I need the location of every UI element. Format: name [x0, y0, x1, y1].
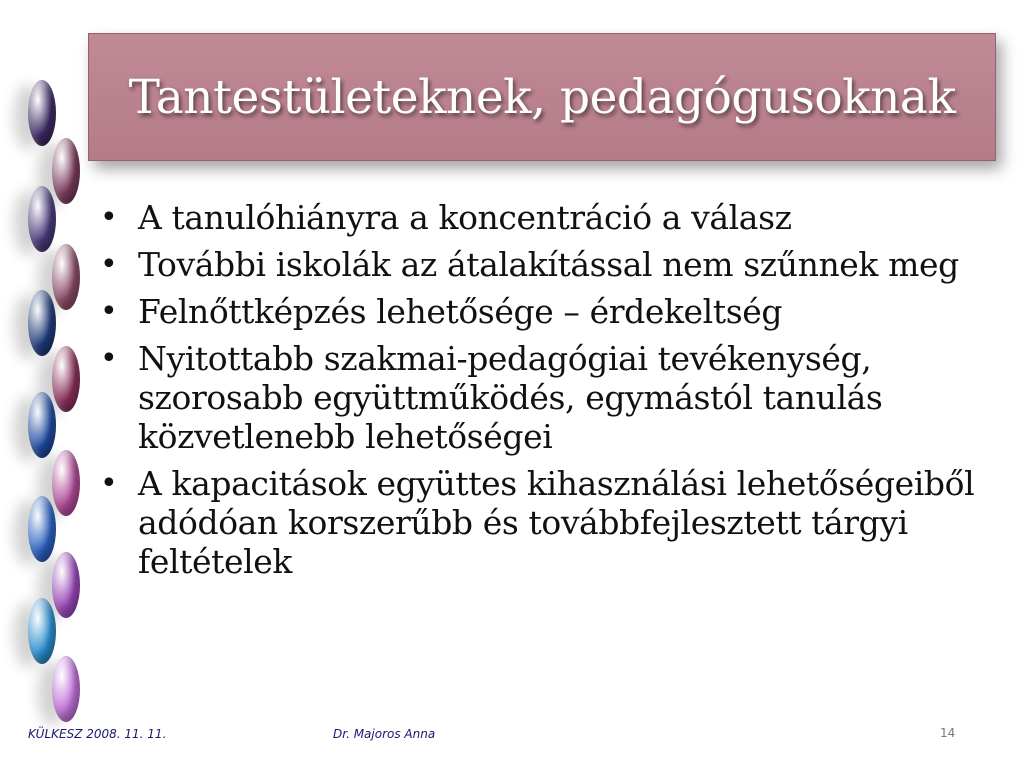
- footer-date: KÜLKESZ 2008. 11. 11.: [28, 727, 167, 741]
- bullet-text: Felnőttképzés lehetősége – érdekeltség: [138, 292, 783, 331]
- bullet-icon: •: [100, 466, 118, 501]
- bullet-text: A tanulóhiányra a koncentráció a válasz: [138, 198, 792, 237]
- decorative-oval: [28, 598, 56, 664]
- decorative-oval: [52, 450, 80, 516]
- decorative-oval: [52, 346, 80, 412]
- bullet-text: Nyitottabb szakmai-pedagógiai tevékenység, szorosabb együttműködés, egymástól tanulás közvetlenebb lehetőségei: [138, 339, 883, 456]
- decorative-oval: [28, 80, 56, 146]
- decorative-oval: [52, 244, 80, 310]
- bullet-icon: •: [100, 341, 118, 376]
- bullet-item: [96, 292, 996, 331]
- bullet-icon: •: [100, 247, 118, 282]
- bullet-item: [96, 339, 996, 456]
- page-number: 14: [940, 726, 956, 740]
- bullet-icon: •: [100, 294, 118, 329]
- decorative-oval: [52, 656, 80, 722]
- decorative-oval: [28, 496, 56, 562]
- title-banner: [88, 33, 996, 161]
- decorative-oval: [52, 552, 80, 618]
- bullet-item: [96, 464, 996, 581]
- bullet-item: [96, 245, 996, 284]
- footer-author: Dr. Majoros Anna: [333, 727, 436, 741]
- decorative-oval: [28, 186, 56, 252]
- bullet-text: További iskolák az átalakítással nem szűnnek meg: [138, 245, 959, 284]
- bullet-item: [96, 198, 996, 237]
- decorative-oval: [52, 138, 80, 204]
- decorative-oval: [28, 392, 56, 458]
- bullet-list: [96, 198, 996, 589]
- slide-title: Tantestületeknek, pedagógusoknak: [128, 69, 956, 125]
- bullet-icon: •: [100, 200, 118, 235]
- bullet-text: A kapacitások együttes kihasználási lehetőségeiből adódóan korszerűbb és továbbfejlesztett tárgyi feltételek: [138, 464, 975, 581]
- decorative-oval: [28, 290, 56, 356]
